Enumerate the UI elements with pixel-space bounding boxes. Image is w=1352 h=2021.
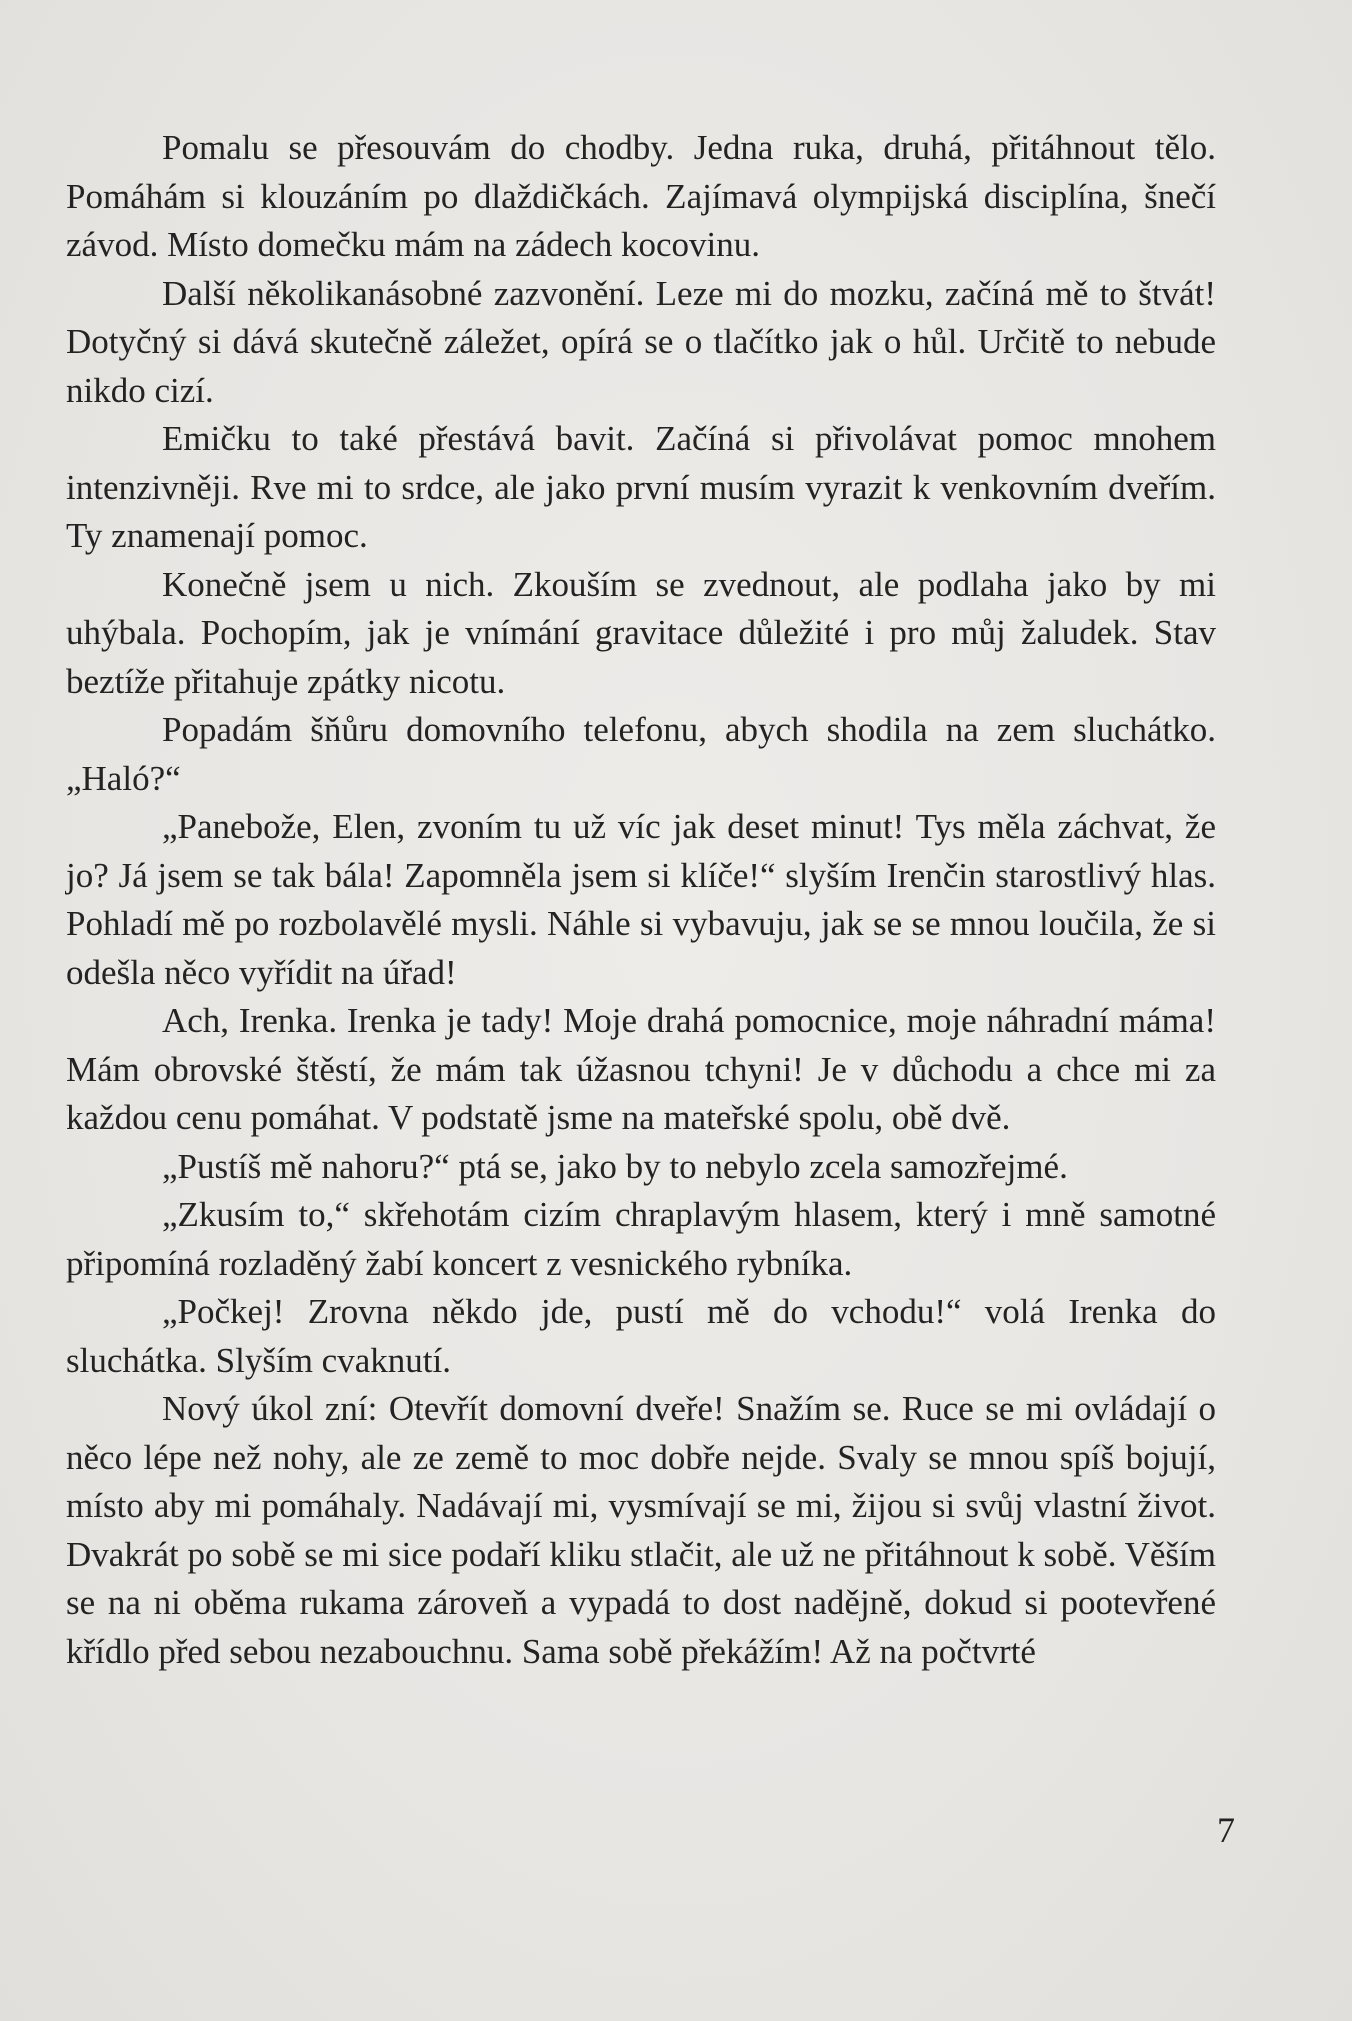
paragraph: Popadám šňůru domovního telefonu, abych shodila na zem sluchátko. „Haló?“ (66, 710, 1216, 798)
paragraph: Další několikanásobné zazvonění. Leze mi do mozku, začíná mě to štvát! Dotyčný si dává skutečně záležet, opírá se o tlačítko jak o hůl. Určitě to nebude nikdo cizí. (66, 273, 1216, 410)
paragraph: Emičku to také přestává bavit. Začíná si přivolávat pomoc mnohem intenzivněji. Rve mi to srdce, ale jako první musím vyrazit k venkovním dveřím. Ty znamenají pomoc. (66, 419, 1216, 555)
paragraph: Ach, Irenka. Irenka je tady! Moje drahá pomocnice, moje náhradní máma! Mám obrovské štěstí, že mám tak úžasnou tchyni! Je v důchodu a chce mi za každou cenu pomáhat. V podstatě jsme na mateřské spolu, obě dvě. (66, 1001, 1216, 1137)
paragraph: „Panebože, Elen, zvoním tu už víc jak deset minut! Tys měla záchvat, že jo? Já jsem se tak bála! Zapomněla jsem si klíče!“ slyším Irenčin starostlivý hlas. Pohladí mě po rozbolavělé mysli. Náhle si vybavuju, jak se se mnou loučila, že si odešla něco vyřídit na úřad! (66, 807, 1216, 992)
paragraph: Konečně jsem u nich. Zkouším se zvednout, ale podlaha jako by mi uhýbala. Pochopím, jak je vnímání gravitace důležité i pro můj žaludek. Stav beztíže přitahuje zpátky nicotu. (66, 564, 1216, 701)
paragraph: Nový úkol zní: Otevřít domovní dveře! Snažím se. Ruce se mi ovládají o něco lépe než nohy, ale ze země to moc dobře nejde. Svaly se mnou spíš bojují, místo aby mi pomáhaly. Nadávají mi, vysmívají se mi, žijou si svůj vlastní život. Dvakrát po sobě se mi sice podaří kliku stlačit, ale už ne přitáhnout k sobě. Věším se na ni oběma rukama zároveň a vypadá to dost nadějně, dokud si pootevřené křídlo před sebou nezabouchnu. Sama sobě překážím! Až na počtvrté (66, 1389, 1216, 1671)
paragraph: „Zkusím to,“ skřehotám cizím chraplavým hlasem, který i mně samotné připomíná rozladěný žabí koncert z vesnického rybníka. (66, 1195, 1216, 1283)
page-number: 7 (1217, 1810, 1235, 1850)
paragraph: Pomalu se přesouvám do chodby. Jedna ruka, druhá, přitáhnout tělo. Pomáhám si klouzáním po dlaždičkách. Zajímavá olympijská disciplína, šnečí závod. Místo domečku mám na zádech kocovinu. (66, 128, 1216, 264)
paragraph: „Pustíš mě nahoru?“ ptá se, jako by to nebylo zcela samozřejmé. (162, 1146, 1068, 1186)
paragraph: „Počkej! Zrovna někdo jde, pustí mě do vchodu!“ volá Irenka do sluchátka. Slyším cvaknutí. (66, 1292, 1216, 1380)
body-text (66, 124, 1216, 1676)
